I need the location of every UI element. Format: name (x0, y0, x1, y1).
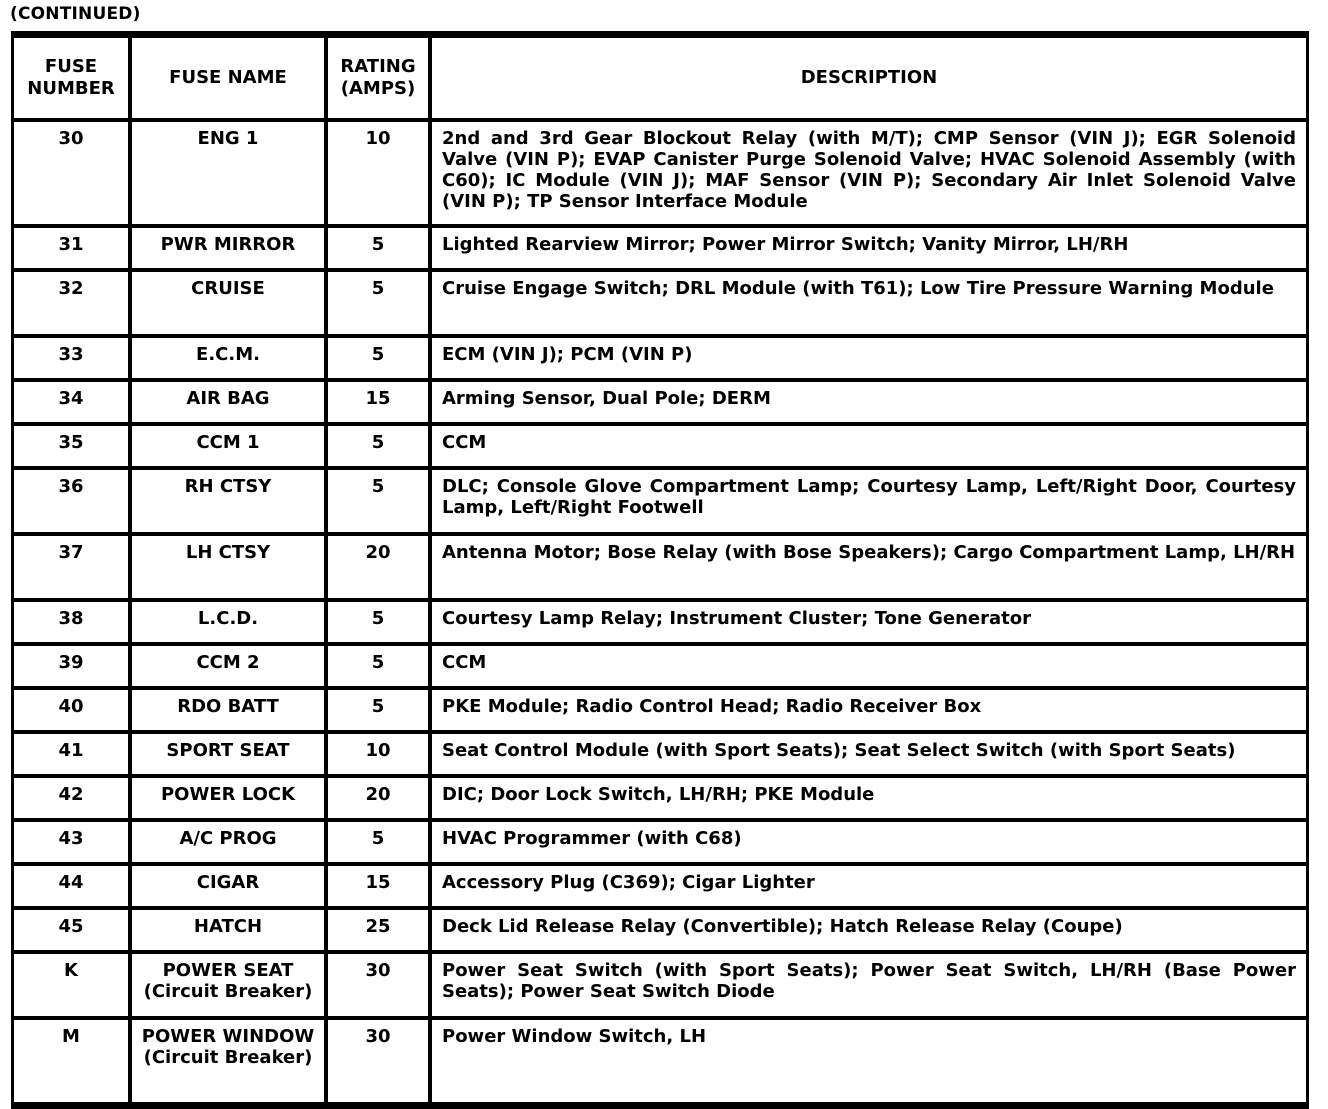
fuse-description-cell: Power Seat Switch (with Sport Seats); Power Seat Switch, LH/RH (Base Power Seats); Power Seat Switch Diode (428, 954, 1306, 1016)
fuse-description-cell: PKE Module; Radio Control Head; Radio Receiver Box (428, 690, 1306, 730)
table-row (14, 228, 1306, 268)
fuse-number-cell: K (14, 954, 128, 1016)
fuse-rating-cell: 20 (324, 536, 428, 598)
table-row (14, 778, 1306, 818)
fuse-description-cell: Deck Lid Release Relay (Convertible); Hatch Release Relay (Coupe) (428, 910, 1306, 950)
fuse-name-cell: ENG 1 (128, 122, 324, 224)
fuse-rating-cell: 5 (324, 338, 428, 378)
fuse-description-cell: Seat Control Module (with Sport Seats); Seat Select Switch (with Sport Seats) (428, 734, 1306, 774)
fuse-name-cell: HATCH (128, 910, 324, 950)
fuse-number-cell: 33 (14, 338, 128, 378)
fuse-name-cell: CCM 2 (128, 646, 324, 686)
continued-label: (CONTINUED) (10, 4, 141, 24)
fuse-number-cell: 35 (14, 426, 128, 466)
table-row (14, 1020, 1306, 1102)
fuse-rating-cell: 30 (324, 954, 428, 1016)
fuse-rating-cell: 5 (324, 690, 428, 730)
header-description: DESCRIPTION (428, 38, 1306, 118)
fuse-number-cell: 34 (14, 382, 128, 422)
fuse-rating-cell: 15 (324, 382, 428, 422)
fuse-number-cell: 41 (14, 734, 128, 774)
fuse-description-cell: DLC; Console Glove Compartment Lamp; Courtesy Lamp, Left/Right Door, Courtesy Lamp, Left/Right Footwell (428, 470, 1306, 532)
fuse-name-cell: A/C PROG (128, 822, 324, 862)
header-rating: RATING (AMPS) (324, 38, 428, 118)
fuse-description-cell: CCM (428, 646, 1306, 686)
fuse-name-cell: RH CTSY (128, 470, 324, 532)
fuse-name-cell: LH CTSY (128, 536, 324, 598)
fuse-number-cell: 37 (14, 536, 128, 598)
table-row (14, 536, 1306, 598)
table-row (14, 954, 1306, 1016)
fuse-name-cell: POWER LOCK (128, 778, 324, 818)
table-row (14, 122, 1306, 224)
fuse-number-cell: 32 (14, 272, 128, 334)
table-row (14, 822, 1306, 862)
fuse-description-cell: 2nd and 3rd Gear Blockout Relay (with M/T); CMP Sensor (VIN J); EGR Solenoid Valve (VIN P); EVAP Canister Purge Solenoid Valve; HVAC Solenoid Assembly (with C60); IC Module (VIN J); MAF Sensor (VIN P); Secondary Air Inlet Solenoid Valve (VIN P); TP Sensor Interface Module (428, 122, 1306, 224)
fuse-rating-cell: 5 (324, 602, 428, 642)
fuse-description-cell: HVAC Programmer (with C68) (428, 822, 1306, 862)
fuse-number-cell: 39 (14, 646, 128, 686)
fuse-rating-cell: 15 (324, 866, 428, 906)
fuse-name-cell: POWER WINDOW (Circuit Breaker) (128, 1020, 324, 1102)
fuse-rating-cell: 5 (324, 646, 428, 686)
table-row (14, 382, 1306, 422)
fuse-rating-cell: 5 (324, 822, 428, 862)
fuse-description-cell: Courtesy Lamp Relay; Instrument Cluster; Tone Generator (428, 602, 1306, 642)
fuse-description-cell: ECM (VIN J); PCM (VIN P) (428, 338, 1306, 378)
header-fuse-number: FUSE NUMBER (14, 38, 128, 118)
header-fuse-name: FUSE NAME (128, 38, 324, 118)
fuse-number-cell: 31 (14, 228, 128, 268)
table-row (14, 602, 1306, 642)
fuse-description-cell: DIC; Door Lock Switch, LH/RH; PKE Module (428, 778, 1306, 818)
fuse-number-cell: 43 (14, 822, 128, 862)
table-header-row (14, 38, 1306, 118)
fuse-name-cell: POWER SEAT (Circuit Breaker) (128, 954, 324, 1016)
table-row (14, 690, 1306, 730)
fuse-name-cell: CIGAR (128, 866, 324, 906)
fuse-name-cell: AIR BAG (128, 382, 324, 422)
fuse-name-cell: CCM 1 (128, 426, 324, 466)
fuse-number-cell: 44 (14, 866, 128, 906)
fuse-name-cell: CRUISE (128, 272, 324, 334)
table-row (14, 470, 1306, 532)
fuse-name-cell: L.C.D. (128, 602, 324, 642)
fuse-number-cell: M (14, 1020, 128, 1102)
fuse-number-cell: 38 (14, 602, 128, 642)
fuse-description-cell: CCM (428, 426, 1306, 466)
table-row (14, 272, 1306, 334)
fuse-name-cell: RDO BATT (128, 690, 324, 730)
fuse-number-cell: 36 (14, 470, 128, 532)
fuse-rating-cell: 5 (324, 426, 428, 466)
table-row (14, 734, 1306, 774)
fuse-name-cell: SPORT SEAT (128, 734, 324, 774)
fuse-description-cell: Power Window Switch, LH (428, 1020, 1306, 1102)
fuse-number-cell: 42 (14, 778, 128, 818)
fuse-description-cell: Lighted Rearview Mirror; Power Mirror Switch; Vanity Mirror, LH/RH (428, 228, 1306, 268)
fuse-description-cell: Antenna Motor; Bose Relay (with Bose Speakers); Cargo Compartment Lamp, LH/RH (428, 536, 1306, 598)
fuse-name-cell: PWR MIRROR (128, 228, 324, 268)
table-row (14, 646, 1306, 686)
table-row (14, 426, 1306, 466)
fuse-description-cell: Arming Sensor, Dual Pole; DERM (428, 382, 1306, 422)
fuse-rating-cell: 5 (324, 272, 428, 334)
fuse-description-cell: Accessory Plug (C369); Cigar Lighter (428, 866, 1306, 906)
fuse-table (11, 31, 1309, 1109)
fuse-number-cell: 40 (14, 690, 128, 730)
table-row (14, 866, 1306, 906)
fuse-number-cell: 30 (14, 122, 128, 224)
fuse-name-cell: E.C.M. (128, 338, 324, 378)
table-row (14, 910, 1306, 950)
fuse-rating-cell: 10 (324, 734, 428, 774)
table-row (14, 338, 1306, 378)
fuse-rating-cell: 10 (324, 122, 428, 224)
fuse-rating-cell: 25 (324, 910, 428, 950)
fuse-rating-cell: 20 (324, 778, 428, 818)
fuse-description-cell: Cruise Engage Switch; DRL Module (with T61); Low Tire Pressure Warning Module (428, 272, 1306, 334)
fuse-rating-cell: 5 (324, 228, 428, 268)
fuse-number-cell: 45 (14, 910, 128, 950)
fuse-rating-cell: 30 (324, 1020, 428, 1102)
fuse-rating-cell: 5 (324, 470, 428, 532)
